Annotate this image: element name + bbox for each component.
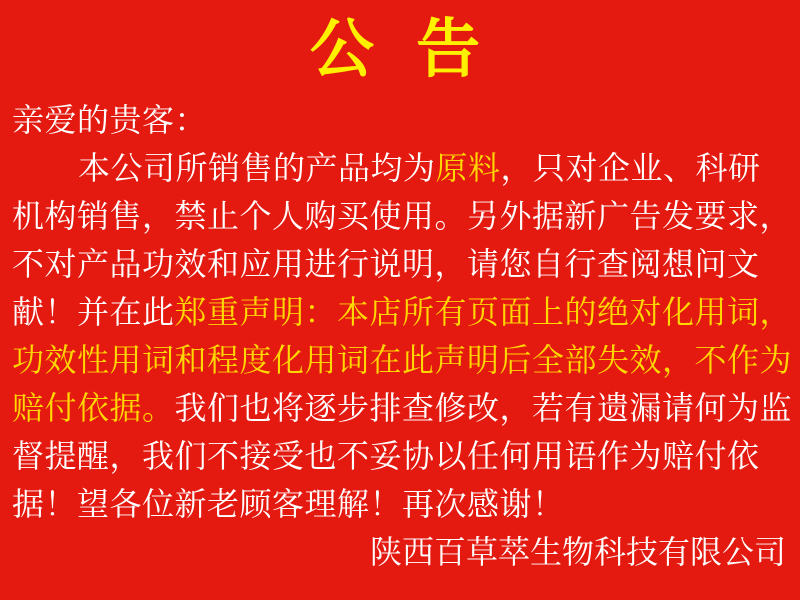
- company-signature: 陕西百草萃生物科技有限公司: [369, 533, 786, 571]
- text-segment-highlight: 原料: [435, 149, 501, 187]
- text-segment-highlight: 赔付依据。: [12, 389, 175, 427]
- notice-line: [12, 144, 788, 192]
- notice-title: 公 告: [309, 13, 491, 87]
- notice-body: [0, 96, 800, 528]
- text-segment: 督提醒，我们不接受也不妥协以任何用语作为赔付依: [12, 437, 760, 475]
- text-segment: 本公司所销售的产品均为: [78, 149, 436, 187]
- notice-line: [12, 192, 793, 240]
- text-segment: 我们也将逐步排查修改，若有遗漏请何为监: [174, 389, 793, 427]
- notice-line: [12, 288, 793, 336]
- notice-line: [12, 384, 793, 432]
- text-segment: 机构销售，禁止个人购买使用。另外据新广告发要求，: [12, 197, 793, 235]
- notice-line: [12, 96, 788, 144]
- notice-line: [12, 240, 788, 288]
- text-segment: 据！望各位新老顾客理解！再次感谢！: [12, 485, 565, 523]
- text-segment: ，只对企业、科研: [500, 149, 761, 187]
- text-segment: 不对产品功效和应用进行说明，请您自行查阅想问文: [12, 245, 760, 283]
- text-segment: 献！并在此: [12, 293, 175, 331]
- notice-line: [12, 432, 788, 480]
- notice-line: [12, 480, 788, 528]
- text-segment-highlight: 郑重声明：本店所有页面上的绝对化用词，: [174, 293, 793, 331]
- notice-line: [12, 336, 793, 384]
- text-segment-highlight: 功效性用词和程度化用词在此声明后全部失效，不作为: [12, 341, 793, 379]
- text-segment: 亲爱的贵客：: [12, 101, 208, 139]
